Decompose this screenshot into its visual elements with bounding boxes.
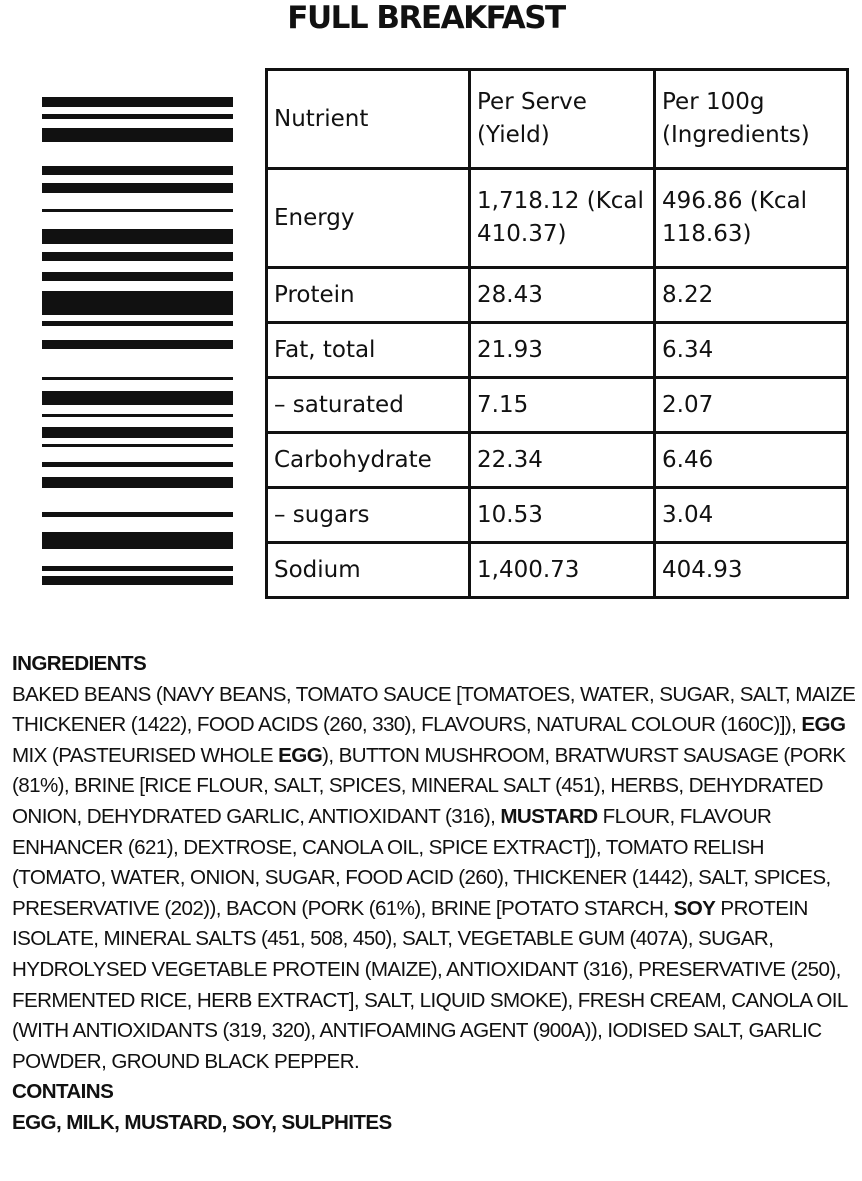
- header-nutrient: Nutrient: [267, 70, 470, 169]
- per-100g-value: 404.93: [655, 543, 848, 598]
- nutrient-name: Fat, total: [267, 323, 470, 378]
- barcode-bar: [42, 321, 233, 326]
- per-100g-value: 6.34: [655, 323, 848, 378]
- nutrient-name: Energy: [267, 169, 470, 268]
- per-serve-value: 28.43: [470, 268, 655, 323]
- per-100g-value: 3.04: [655, 488, 848, 543]
- table-header-row: [267, 70, 848, 169]
- ingredients-list: BAKED BEANS (NAVY BEANS, TOMATO SAUCE [TOMATOES, WATER, SUGAR, SALT, MAIZE THICKENER (1422), FOOD ACIDS (260, 330), FLAVOURS, NATURAL COLOUR (160C)]), EGG MIX (PASTEURISED WHOLE EGG), BUTTON MUSHROOM, BRATWURST SAUSAGE (PORK (81%), BRINE [RICE FLOUR, SALT, SPICES, MINERAL SALT (451), HERBS, DEHYDRATED ONION, DEHYDRATED GARLIC, ANTIOXIDANT (316), MUSTARD FLOUR, FLAVOUR ENHANCER (621), DEXTROSE, CANOLA OIL, SPICE EXTRACT]), TOMATO RELISH (TOMATO, WATER, ONION, SUGAR, FOOD ACID (260), THICKENER (1442), SALT, SPICES, PRESERVATIVE (202)), BACON (PORK (61%), BRINE [POTATO STARCH, SOY PROTEIN ISOLATE, MINERAL SALTS (451, 508, 450), SALT, VEGETABLE GUM (407A), SUGAR, HYDROLYSED VEGETABLE PROTEIN (MAIZE), ANTIOXIDANT (316), PRESERVATIVE (250), FERMENTED RICE, HERB EXTRACT], SALT, LIQUID SMOKE), FRESH CREAM, CANOLA OIL (WITH ANTIOXIDANTS (319, 320), ANTIFOAMING AGENT (900A)), IODISED SALT, GARLIC POWDER, GROUND BLACK PEPPER.: [12, 682, 856, 1073]
- barcode-bar: [42, 477, 233, 488]
- barcode-bar: [42, 391, 233, 405]
- barcode-bar: [42, 512, 233, 517]
- ingredients-section: [12, 649, 856, 1139]
- per-100g-value: 496.86 (Kcal 118.63): [655, 169, 848, 268]
- table-row: [267, 433, 848, 488]
- barcode-bar: [42, 377, 233, 380]
- per-serve-value: 1,718.12 (Kcal 410.37): [470, 169, 655, 268]
- barcode-bar: [42, 566, 233, 571]
- contains-heading: CONTAINS: [12, 1080, 114, 1104]
- barcode-bar: [42, 462, 233, 467]
- nutrient-name: Protein: [267, 268, 470, 323]
- per-serve-value: 22.34: [470, 433, 655, 488]
- barcode-bar: [42, 229, 233, 244]
- allergen-egg: EGG: [801, 713, 846, 737]
- nutrient-name: Sodium: [267, 543, 470, 598]
- table-row: [267, 378, 848, 433]
- allergen-soy: SOY: [673, 896, 716, 920]
- table-row: [267, 268, 848, 323]
- barcode-bar: [42, 166, 233, 175]
- ingredients-heading: INGREDIENTS: [12, 652, 147, 675]
- nutrient-name: – saturated: [267, 378, 470, 433]
- allergen-mustard: MUSTARD: [500, 804, 598, 828]
- nutrient-name: – sugars: [267, 488, 470, 543]
- barcode-bar: [42, 340, 233, 349]
- barcode-bar: [42, 183, 233, 193]
- barcode-bar: [42, 576, 233, 585]
- barcode-bar: [42, 252, 233, 261]
- barcode-bar: [42, 97, 233, 107]
- barcode-bar: [42, 532, 233, 549]
- per-serve-value: 7.15: [470, 378, 655, 433]
- barcode-bar: [42, 414, 233, 417]
- contains-list: EGG, MILK, MUSTARD, SOY, SULPHITES: [12, 1110, 392, 1134]
- barcode-bar: [42, 291, 233, 315]
- header-per-100g: Per 100g (Ingredients): [655, 70, 848, 169]
- table-row: [267, 169, 848, 268]
- per-100g-value: 8.22: [655, 268, 848, 323]
- barcode-bar: [42, 427, 233, 438]
- barcode-bar: [42, 128, 233, 142]
- per-serve-value: 10.53: [470, 488, 655, 543]
- per-serve-value: 21.93: [470, 323, 655, 378]
- table-row: [267, 323, 848, 378]
- per-serve-value: 1,400.73: [470, 543, 655, 598]
- product-title: FULL BREAKFAST: [287, 0, 565, 36]
- barcode-icon: [42, 97, 233, 587]
- barcode-bar: [42, 209, 233, 212]
- header-per-serve: Per Serve (Yield): [470, 70, 655, 169]
- barcode-bar: [42, 114, 233, 119]
- barcode-bar: [42, 444, 233, 447]
- table-row: [267, 543, 848, 598]
- per-100g-value: 6.46: [655, 433, 848, 488]
- table-row: [267, 488, 848, 543]
- nutrient-name: Carbohydrate: [267, 433, 470, 488]
- nutrition-table: [265, 68, 849, 599]
- per-100g-value: 2.07: [655, 378, 848, 433]
- allergen-egg: EGG: [278, 743, 323, 767]
- barcode-bar: [42, 272, 233, 281]
